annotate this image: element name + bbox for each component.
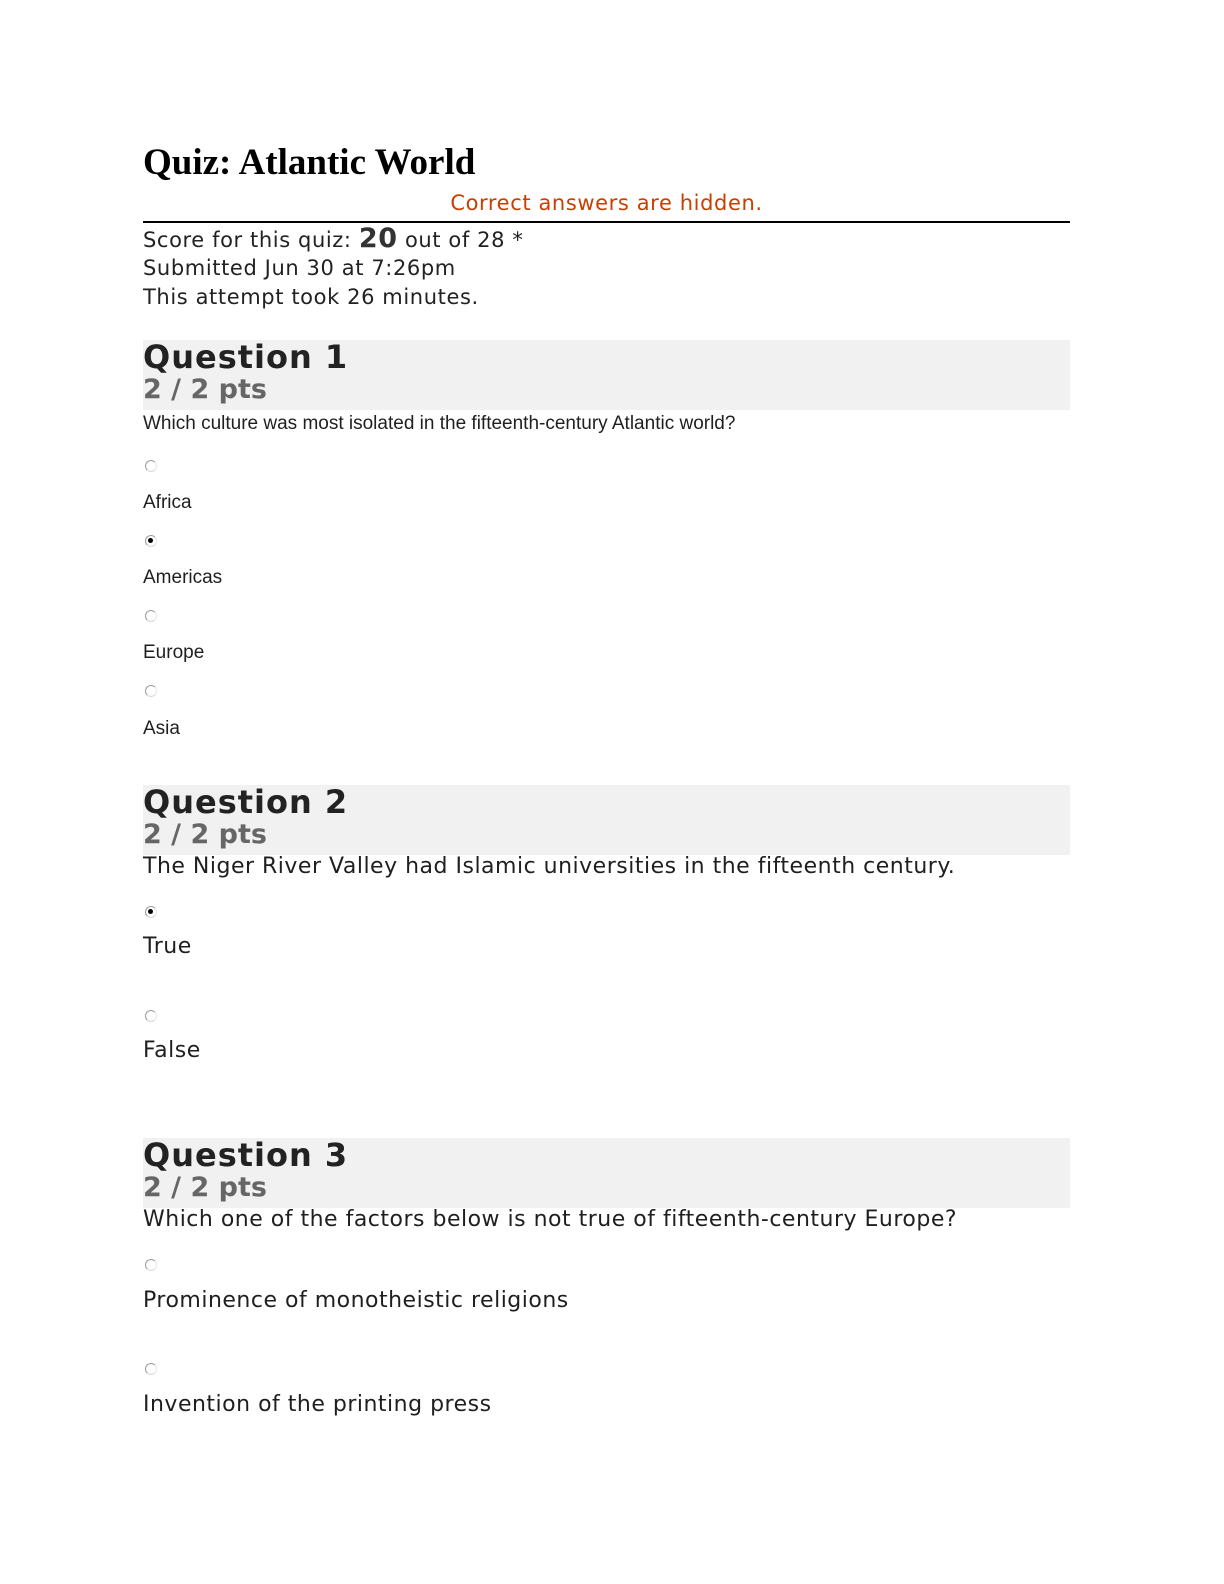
- score-total: out of 28 *: [397, 228, 524, 252]
- question-1-header: [143, 340, 1070, 410]
- score-value: 20: [358, 223, 398, 254]
- question-3-text: Which one of the factors below is not true of fifteenth-century Europe?: [143, 1207, 958, 1232]
- answer-label-false[interactable]: False: [143, 1038, 201, 1063]
- answer-label-asia[interactable]: Asia: [143, 718, 180, 739]
- question-3-header: [143, 1138, 1070, 1208]
- answer-radio-europe[interactable]: [145, 610, 157, 622]
- question-1-title: Question 1: [143, 338, 349, 376]
- answer-radio-true[interactable]: [145, 906, 157, 918]
- answer-label-europe[interactable]: Europe: [143, 642, 205, 663]
- answer-radio-asia[interactable]: [145, 685, 157, 697]
- score-line: [143, 223, 523, 254]
- quiz-title: Quiz: Atlantic World: [143, 142, 476, 183]
- question-2-points: 2 / 2 pts: [143, 819, 267, 850]
- answer-label-monotheistic[interactable]: Prominence of monotheistic religions: [143, 1288, 569, 1313]
- answer-label-americas[interactable]: Americas: [143, 567, 223, 588]
- answers-hidden-notice: Correct answers are hidden.: [450, 191, 763, 215]
- answer-radio-americas[interactable]: [145, 535, 157, 547]
- question-1-points: 2 / 2 pts: [143, 374, 267, 405]
- answer-radio-africa[interactable]: [145, 460, 157, 472]
- answer-radio-printing-press[interactable]: [145, 1363, 157, 1375]
- question-2-title: Question 2: [143, 783, 349, 821]
- answer-label-africa[interactable]: Africa: [143, 492, 192, 513]
- question-3-title: Question 3: [143, 1136, 349, 1174]
- question-1-text: Which culture was most isolated in the fifteenth-century Atlantic world?: [143, 413, 736, 434]
- answer-radio-monotheistic[interactable]: [145, 1259, 157, 1271]
- answer-label-true[interactable]: True: [143, 934, 192, 959]
- question-2-header: [143, 785, 1070, 855]
- score-label: Score for this quiz:: [143, 228, 359, 252]
- submitted-time: Submitted Jun 30 at 7:26pm: [143, 256, 456, 280]
- attempt-duration: This attempt took 26 minutes.: [143, 285, 479, 309]
- question-3-points: 2 / 2 pts: [143, 1172, 267, 1203]
- answer-radio-false[interactable]: [145, 1010, 157, 1022]
- question-2-text: The Niger River Valley had Islamic universities in the fifteenth century.: [143, 854, 956, 879]
- answer-label-printing-press[interactable]: Invention of the printing press: [143, 1392, 492, 1417]
